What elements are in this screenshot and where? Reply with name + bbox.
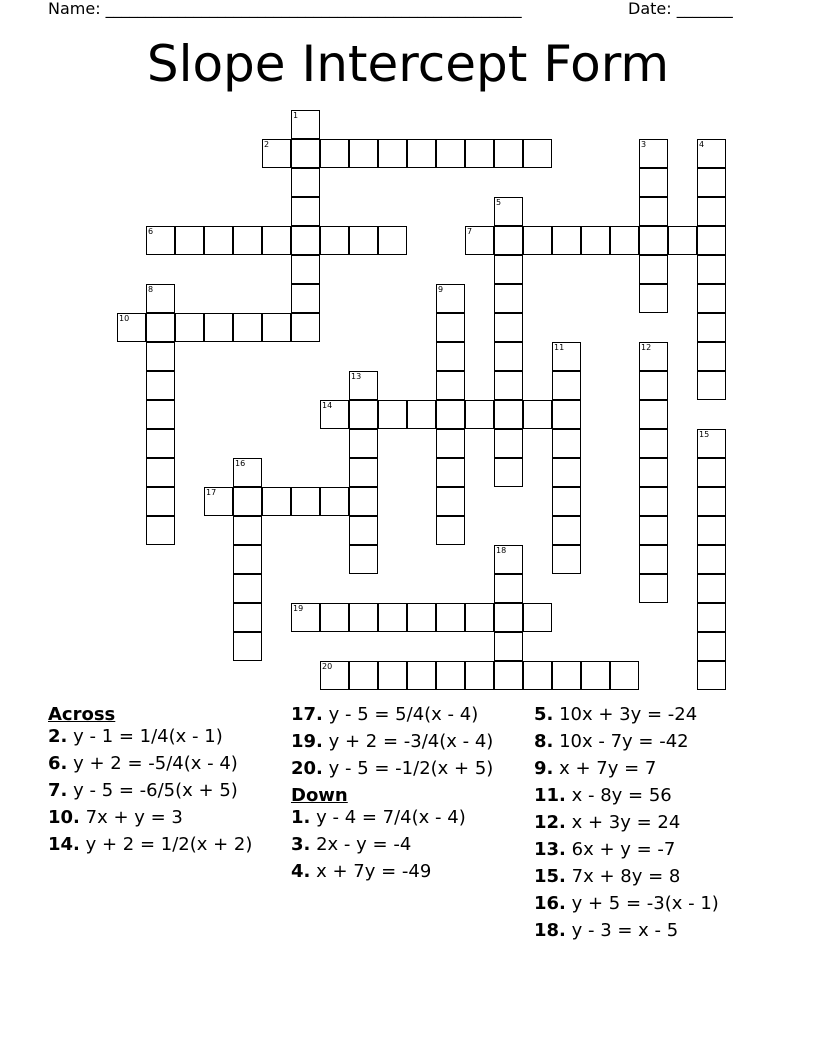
crossword-cell[interactable] <box>436 487 465 516</box>
crossword-cell[interactable] <box>204 226 233 255</box>
crossword-cell[interactable] <box>552 458 581 487</box>
crossword-cell[interactable] <box>523 400 552 429</box>
clue-text: x + 7y = -49 <box>310 861 432 882</box>
crossword-cell[interactable] <box>668 226 697 255</box>
crossword-cell[interactable] <box>349 429 378 458</box>
crossword-cell[interactable] <box>639 574 668 603</box>
crossword-cell[interactable] <box>407 400 436 429</box>
crossword-cell[interactable] <box>349 226 378 255</box>
clue-number: 10. <box>48 807 80 828</box>
crossword-cell[interactable] <box>233 603 262 632</box>
crossword-cell[interactable] <box>697 313 726 342</box>
clue-number: 4. <box>291 861 311 882</box>
crossword-cell[interactable] <box>610 661 639 690</box>
crossword-cell[interactable] <box>349 400 378 429</box>
crossword-cell[interactable] <box>494 574 523 603</box>
crossword-cell[interactable] <box>262 313 291 342</box>
clue-text: x + 7y = 7 <box>553 758 657 779</box>
crossword-cell[interactable] <box>581 226 610 255</box>
crossword-cell[interactable] <box>320 226 349 255</box>
crossword-cell[interactable] <box>378 400 407 429</box>
clue-number-label: 4 <box>699 140 705 149</box>
clue-item <box>291 834 527 856</box>
crossword-cell[interactable] <box>494 603 523 632</box>
clue-text: 10x + 3y = -24 <box>553 704 698 725</box>
crossword-cell[interactable] <box>639 197 668 226</box>
clue-number: 7. <box>48 780 68 801</box>
clue-text: y + 5 = -3(x - 1) <box>565 893 719 914</box>
crossword-cell[interactable] <box>436 371 465 400</box>
clue-text: x - 8y = 56 <box>565 785 672 806</box>
crossword-cell[interactable] <box>378 139 407 168</box>
crossword-cell[interactable] <box>697 516 726 545</box>
clue-number: 3. <box>291 834 311 855</box>
crossword-cell[interactable] <box>320 139 349 168</box>
clue-item <box>291 731 527 753</box>
down-heading: Down <box>291 785 348 806</box>
clue-text: y - 5 = 5/4(x - 4) <box>322 704 479 725</box>
crossword-cell[interactable] <box>465 661 494 690</box>
crossword-cell[interactable] <box>233 574 262 603</box>
crossword-cell[interactable] <box>291 284 320 313</box>
clue-text: y + 2 = -3/4(x - 4) <box>322 731 494 752</box>
crossword-cell[interactable] <box>465 400 494 429</box>
crossword-cell[interactable] <box>436 458 465 487</box>
crossword-cell[interactable] <box>697 168 726 197</box>
crossword-cell[interactable] <box>291 226 320 255</box>
crossword-cell[interactable] <box>697 603 726 632</box>
crossword-cell[interactable] <box>639 516 668 545</box>
crossword-cell[interactable] <box>320 603 349 632</box>
crossword-cell[interactable] <box>465 139 494 168</box>
clue-item <box>48 726 284 748</box>
crossword-cell[interactable] <box>697 661 726 690</box>
crossword-cell[interactable] <box>697 255 726 284</box>
clue-text: 7x + y = 3 <box>79 807 183 828</box>
clue-number-label: 6 <box>148 227 154 236</box>
clue-text: y - 1 = 1/4(x - 1) <box>67 726 223 747</box>
crossword-cell[interactable] <box>494 255 523 284</box>
clue-number-label: 2 <box>264 140 270 149</box>
crossword-cell[interactable] <box>581 661 610 690</box>
clue-text: y - 3 = x - 5 <box>565 920 679 941</box>
clue-number-label: 7 <box>467 227 473 236</box>
crossword-cell[interactable] <box>697 545 726 574</box>
crossword-cell[interactable] <box>291 487 320 516</box>
crossword-cell[interactable] <box>552 516 581 545</box>
clue-item <box>534 920 770 942</box>
crossword-cell[interactable] <box>233 313 262 342</box>
crossword-cell[interactable] <box>407 139 436 168</box>
crossword-cell[interactable] <box>639 429 668 458</box>
crossword-cell[interactable] <box>494 429 523 458</box>
clues-column-2 <box>291 704 527 888</box>
crossword-cell[interactable] <box>494 226 523 255</box>
crossword-cell[interactable] <box>465 603 494 632</box>
crossword-cell[interactable] <box>436 342 465 371</box>
clue-number-label: 12 <box>641 343 652 352</box>
crossword-cell[interactable] <box>639 226 668 255</box>
crossword-cell[interactable] <box>146 342 175 371</box>
clue-item <box>534 758 770 780</box>
crossword-cell[interactable] <box>204 313 233 342</box>
crossword-cell[interactable] <box>436 313 465 342</box>
clue-item <box>534 893 770 915</box>
clue-text: 10x - 7y = -42 <box>553 731 689 752</box>
crossword-cell[interactable] <box>233 226 262 255</box>
crossword-cell[interactable] <box>552 226 581 255</box>
crossword-cell[interactable] <box>494 400 523 429</box>
crossword-cell[interactable] <box>552 487 581 516</box>
clue-number-label: 14 <box>322 401 333 410</box>
clue-number-label: 8 <box>148 285 154 294</box>
clue-number: 19. <box>291 731 323 752</box>
name-field-label: Name: ____________________________________________________ <box>48 0 522 18</box>
clue-item <box>291 758 527 780</box>
crossword-cell[interactable] <box>639 371 668 400</box>
clue-number: 6. <box>48 753 68 774</box>
crossword-cell[interactable] <box>175 226 204 255</box>
crossword-cell[interactable] <box>291 139 320 168</box>
crossword-cell[interactable] <box>523 139 552 168</box>
crossword-cell[interactable] <box>610 226 639 255</box>
crossword-cell[interactable] <box>146 400 175 429</box>
crossword-cell[interactable] <box>494 458 523 487</box>
clue-item <box>534 785 770 807</box>
clue-text: x + 3y = 24 <box>565 812 681 833</box>
crossword-cell[interactable] <box>639 487 668 516</box>
clue-text: 2x - y = -4 <box>310 834 412 855</box>
clue-text: 6x + y = -7 <box>565 839 676 860</box>
crossword-cell[interactable] <box>436 139 465 168</box>
crossword-cell[interactable] <box>233 545 262 574</box>
crossword-cell[interactable] <box>494 632 523 661</box>
crossword-cell[interactable] <box>407 661 436 690</box>
clue-number-label: 1 <box>293 111 299 120</box>
crossword-cell[interactable] <box>639 400 668 429</box>
clue-number: 16. <box>534 893 566 914</box>
clue-text: y - 5 = -1/2(x + 5) <box>322 758 494 779</box>
crossword-cell[interactable] <box>291 168 320 197</box>
crossword-cell[interactable] <box>349 487 378 516</box>
crossword-cell[interactable] <box>349 661 378 690</box>
crossword-cell[interactable] <box>349 603 378 632</box>
crossword-cell[interactable] <box>639 168 668 197</box>
crossword-cell[interactable] <box>349 545 378 574</box>
clue-item <box>291 861 527 883</box>
clue-number-label: 3 <box>641 140 647 149</box>
crossword-cell[interactable] <box>262 226 291 255</box>
clues-column-1 <box>48 704 284 861</box>
across-heading: Across <box>48 704 116 725</box>
crossword-cell[interactable] <box>378 661 407 690</box>
clue-item <box>534 839 770 861</box>
down-clue-list-continued <box>534 704 770 942</box>
clue-number-label: 13 <box>351 372 362 381</box>
clue-number-label: 18 <box>496 546 507 555</box>
crossword-cell[interactable] <box>552 429 581 458</box>
crossword-cell[interactable] <box>697 284 726 313</box>
crossword-cell[interactable] <box>697 574 726 603</box>
clue-number-label: 15 <box>699 430 710 439</box>
crossword-cell[interactable] <box>262 487 291 516</box>
crossword-cell[interactable] <box>436 603 465 632</box>
crossword-cell[interactable] <box>146 371 175 400</box>
clue-number: 9. <box>534 758 554 779</box>
clue-item <box>534 812 770 834</box>
date-field-label: Date: _______ <box>628 0 733 18</box>
clue-text: y + 2 = 1/2(x + 2) <box>79 834 253 855</box>
across-clue-list-continued <box>291 704 527 780</box>
across-clue-list <box>48 726 284 856</box>
crossword-cell[interactable] <box>552 545 581 574</box>
crossword-cell[interactable] <box>552 400 581 429</box>
crossword-cell[interactable] <box>378 226 407 255</box>
crossword-cell[interactable] <box>349 458 378 487</box>
crossword-cell[interactable] <box>697 632 726 661</box>
clue-number: 2. <box>48 726 68 747</box>
crossword-cell[interactable] <box>146 516 175 545</box>
crossword-cell[interactable] <box>291 313 320 342</box>
crossword-cell[interactable] <box>639 458 668 487</box>
clue-number-label: 11 <box>554 343 565 352</box>
crossword-cell[interactable] <box>436 661 465 690</box>
crossword-cell[interactable] <box>697 197 726 226</box>
clue-text: y - 4 = 7/4(x - 4) <box>310 807 466 828</box>
clue-item <box>534 866 770 888</box>
clue-number-label: 17 <box>206 488 217 497</box>
clue-number: 8. <box>534 731 554 752</box>
page-title: Slope Intercept Form <box>146 35 670 93</box>
crossword-cell[interactable] <box>146 487 175 516</box>
clue-number-label: 9 <box>438 285 444 294</box>
clue-number: 18. <box>534 920 566 941</box>
clue-text: y + 2 = -5/4(x - 4) <box>67 753 238 774</box>
clue-item <box>534 731 770 753</box>
clue-item <box>291 704 527 726</box>
clue-item <box>48 807 284 829</box>
clue-item <box>291 807 527 829</box>
crossword-cell[interactable] <box>436 516 465 545</box>
crossword-cell[interactable] <box>407 603 436 632</box>
crossword-cell[interactable] <box>291 197 320 226</box>
crossword-cell[interactable] <box>494 313 523 342</box>
crossword-cell[interactable] <box>552 661 581 690</box>
crossword-cell[interactable] <box>349 139 378 168</box>
crossword-cell[interactable] <box>349 516 378 545</box>
clue-item <box>48 780 284 802</box>
crossword-cell[interactable] <box>523 661 552 690</box>
clue-text: 7x + 8y = 8 <box>565 866 681 887</box>
clue-number: 1. <box>291 807 311 828</box>
crossword-cell[interactable] <box>494 139 523 168</box>
crossword-cell[interactable] <box>175 313 204 342</box>
down-clue-list <box>291 807 527 883</box>
crossword-cell[interactable] <box>639 255 668 284</box>
crossword-cell[interactable] <box>552 371 581 400</box>
clues-column-3 <box>534 704 770 947</box>
clue-number-label: 19 <box>293 604 304 613</box>
crossword-cell[interactable] <box>436 400 465 429</box>
crossword-cell[interactable] <box>233 632 262 661</box>
crossword-cell[interactable] <box>378 603 407 632</box>
clue-number: 11. <box>534 785 566 806</box>
crossword-cell[interactable] <box>697 226 726 255</box>
clue-number: 5. <box>534 704 554 725</box>
crossword-cell[interactable] <box>146 313 175 342</box>
crossword-cell[interactable] <box>146 458 175 487</box>
crossword-cell[interactable] <box>697 458 726 487</box>
clue-number: 13. <box>534 839 566 860</box>
crossword-cell[interactable] <box>494 661 523 690</box>
clue-number: 12. <box>534 812 566 833</box>
clue-text: y - 5 = -6/5(x + 5) <box>67 780 238 801</box>
crossword-cell[interactable] <box>639 545 668 574</box>
crossword-cell[interactable] <box>697 487 726 516</box>
clue-number: 20. <box>291 758 323 779</box>
crossword-cell[interactable] <box>436 429 465 458</box>
clue-number: 15. <box>534 866 566 887</box>
clue-item <box>48 834 284 856</box>
crossword-cell[interactable] <box>233 516 262 545</box>
clue-number: 14. <box>48 834 80 855</box>
crossword-cell[interactable] <box>233 487 262 516</box>
crossword-cell[interactable] <box>291 255 320 284</box>
crossword-cell[interactable] <box>494 371 523 400</box>
crossword-cell[interactable] <box>146 429 175 458</box>
crossword-cell[interactable] <box>697 371 726 400</box>
clue-number: 17. <box>291 704 323 725</box>
clue-item <box>48 753 284 775</box>
clue-number-label: 10 <box>119 314 130 323</box>
crossword-cell[interactable] <box>639 284 668 313</box>
crossword-cell[interactable] <box>523 226 552 255</box>
clue-number-label: 5 <box>496 198 502 207</box>
crossword-cell[interactable] <box>523 603 552 632</box>
crossword-cell[interactable] <box>494 342 523 371</box>
crossword-cell[interactable] <box>320 487 349 516</box>
crossword-cell[interactable] <box>697 342 726 371</box>
clue-number-label: 20 <box>322 662 333 671</box>
crossword-cell[interactable] <box>494 284 523 313</box>
clue-number-label: 16 <box>235 459 246 468</box>
clue-item <box>534 704 770 726</box>
